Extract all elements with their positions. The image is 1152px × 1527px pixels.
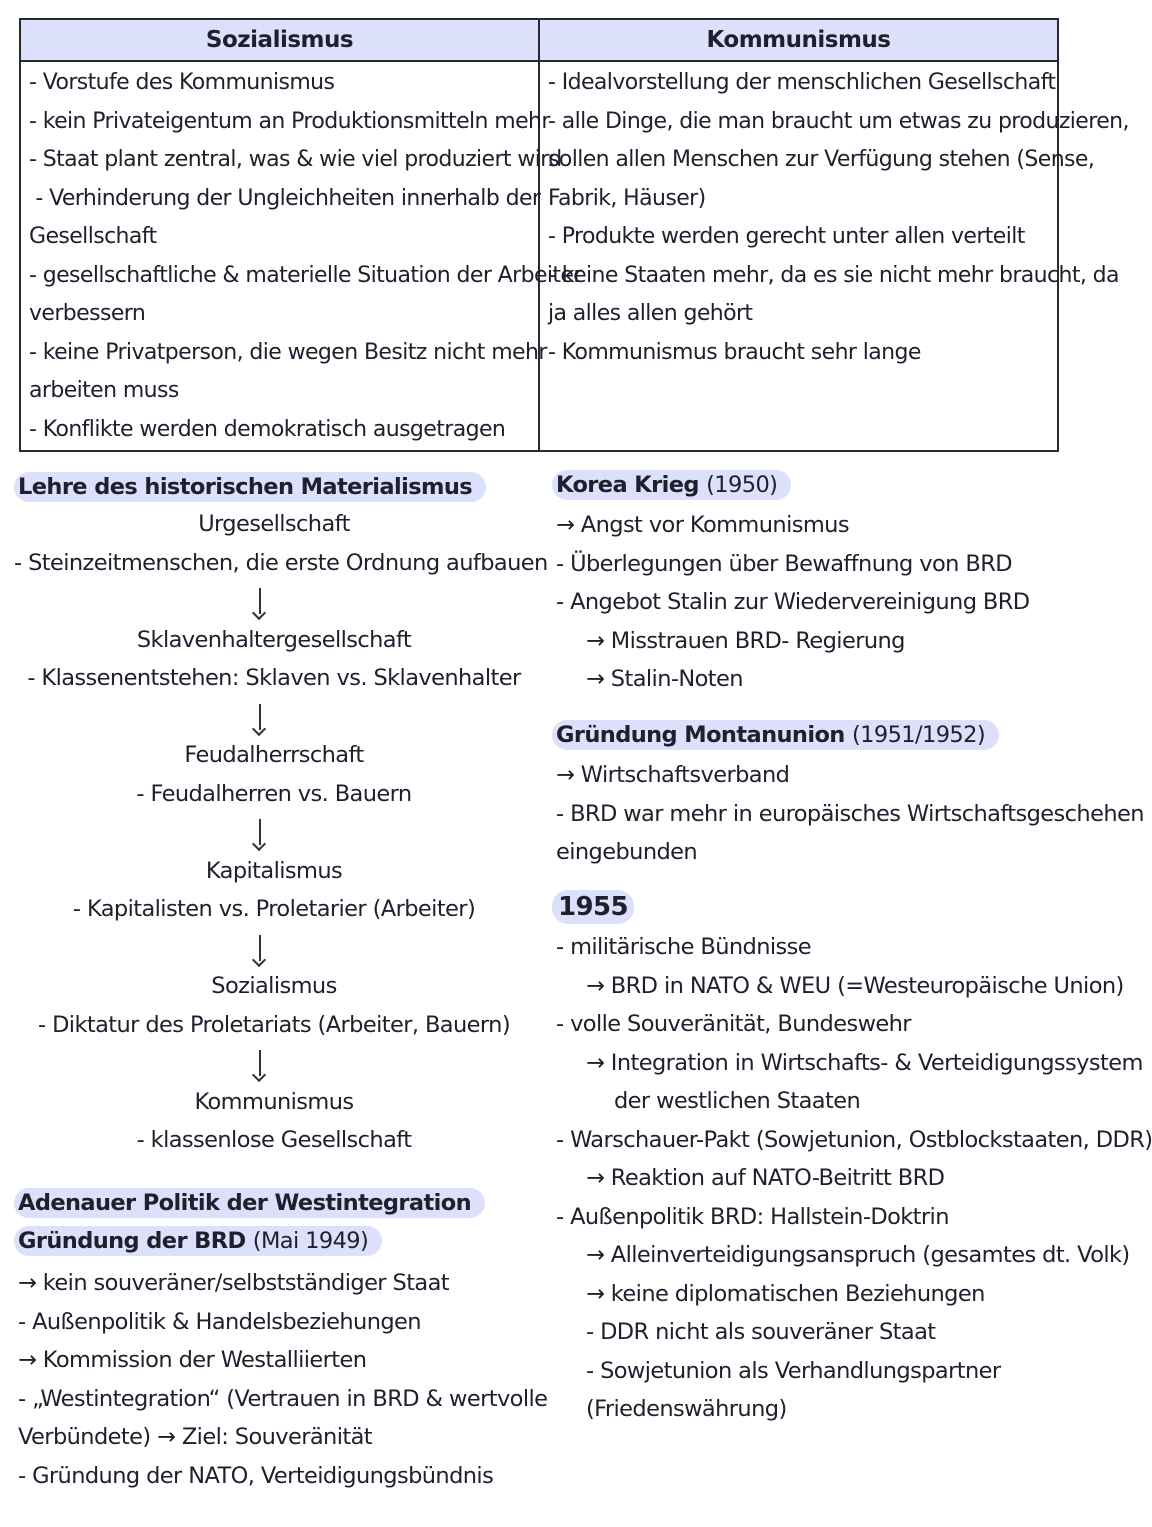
table-line: - Produkte werden gerecht unter allen verteilt [548, 224, 1025, 249]
korea-heading [552, 470, 791, 500]
y1955-section [552, 890, 1152, 1429]
note-line: → keine diplomatischen Beziehungen [586, 1280, 985, 1307]
materialismus-chain [14, 505, 548, 1160]
note-line: - militärische Bündnisse [556, 934, 812, 960]
montan-section [552, 720, 1144, 872]
brd-gruendung-year: (Mai 1949) [252, 1228, 369, 1254]
table-line: - keine Staaten mehr, da es sie nicht mehr braucht, da [548, 262, 1119, 288]
cell-kommunismus [539, 61, 1129, 451]
stage-name: Sklavenhaltergesellschaft [136, 626, 412, 653]
table-line: - Vorstufe des Kommunismus [29, 70, 335, 95]
table-line: - keine Privatperson, die wegen Besitz nicht mehr [29, 339, 547, 365]
note-line: → Reaktion auf NATO-Beitritt BRD [586, 1165, 945, 1191]
table-line: - kein Privateigentum an Produktionsmitteln mehr [29, 108, 550, 134]
note-line: - Außenpolitik & Handelsbeziehungen [18, 1308, 421, 1335]
note-line: Verbündete) → Ziel: Souveränität [18, 1424, 373, 1450]
stage-name: Kommunismus [194, 1088, 354, 1115]
adenauer-heading: Adenauer Politik der Westintegration [14, 1188, 485, 1218]
note-line: - Überlegungen über Bewaffnung von BRD [556, 550, 1012, 577]
table-line: Fabrik, Häuser) [548, 185, 706, 211]
arrow-down-icon [14, 929, 534, 968]
stage-name: Feudalherrschaft [184, 742, 364, 768]
note-line: (Friedenswährung) [586, 1396, 787, 1422]
note-line: → Misstrauen BRD- Regierung [586, 627, 905, 654]
korea-section [552, 470, 1030, 699]
korea-title: Korea Krieg [556, 472, 699, 498]
note-line: - Außenpolitik BRD: Hallstein-Doktrin [556, 1203, 949, 1230]
note-line: → Kommission der Westalliierten [18, 1347, 367, 1373]
materialismus-section [14, 472, 486, 502]
brd-gruendung-heading [14, 1226, 382, 1256]
stage-desc: - Kapitalisten vs. Proletarier (Arbeiter) [72, 896, 476, 922]
stage-name: Sozialismus [211, 973, 337, 999]
note-line: - DDR nicht als souveräner Staat [586, 1319, 936, 1345]
stage-desc: - Diktatur des Proletariats (Arbeiter, Bauern) [38, 1011, 510, 1038]
montan-year: (1951/1952) [851, 722, 986, 748]
comparison-table [19, 18, 1129, 452]
table-line: - Staat plant zentral, was & wie viel produziert wird [29, 147, 562, 172]
table-line: arbeiten muss [29, 378, 179, 403]
table-line: - alle Dinge, die man braucht um etwas zu produzieren, [548, 108, 1129, 134]
note-line: eingebunden [556, 839, 698, 865]
stage-name: Urgesellschaft [198, 511, 350, 537]
stage-name: Kapitalismus [205, 857, 343, 884]
note-line: → BRD in NATO & WEU (=Westeuropäische Union) [586, 972, 1124, 999]
note-line: → Alleinverteidigungsanspruch (gesamtes dt. Volk) [586, 1242, 1130, 1268]
arrow-down-icon [14, 1044, 534, 1083]
note-line: → Integration in Wirtschafts- & Verteidigungssystem [586, 1049, 1143, 1076]
table-line: verbessern [29, 301, 146, 326]
note-line: - Gründung der NATO, Verteidigungsbündnis [18, 1462, 494, 1489]
note-line: → Wirtschaftsverband [556, 762, 790, 788]
stage-desc: - klassenlose Gesellschaft [136, 1127, 412, 1153]
table-line: - Kommunismus braucht sehr lange [548, 339, 921, 365]
note-line: - „Westintegration“ (Vertrauen in BRD & wertvolle [18, 1385, 548, 1412]
table-line: Gesellschaft [29, 224, 157, 249]
arrow-down-icon [14, 582, 534, 621]
note-line: der westlichen Staaten [614, 1088, 861, 1114]
arrow-down-icon [14, 698, 534, 737]
y1955-heading: 1955 [552, 890, 634, 924]
note-line: - Warschauer-Pakt (Sowjetunion, Ostblockstaaten, DDR) [556, 1126, 1152, 1153]
note-line: - Sowjetunion als Verhandlungspartner [586, 1357, 1001, 1384]
table-line: - gesellschaftliche & materielle Situation der Arbeiter [29, 262, 582, 288]
table-line: sollen allen Menschen zur Verfügung stehen (Sense, [548, 147, 1095, 172]
adenauer-section [14, 1188, 547, 1495]
note-line: → Stalin-Noten [586, 666, 743, 692]
montan-heading [552, 720, 999, 750]
materialismus-heading: Lehre des historischen Materialismus [14, 472, 486, 502]
stage-desc: - Steinzeitmenschen, die erste Ordnung aufbauen [14, 549, 548, 576]
stage-desc: - Klassenentstehen: Sklaven vs. Sklavenhalter [27, 665, 521, 691]
header-sozialismus: Sozialismus [20, 19, 539, 61]
note-line: → Angst vor Kommunismus [556, 512, 849, 538]
table-line: - Verhinderung der Ungleichheiten innerhalb der [29, 185, 541, 211]
stage-desc: - Feudalherren vs. Bauern [136, 780, 412, 807]
note-line: - BRD war mehr in europäisches Wirtschaftsgeschehen [556, 800, 1144, 827]
arrow-down-icon [14, 813, 534, 852]
note-line: → kein souveräner/selbstständiger Staat [18, 1270, 450, 1296]
cell-sozialismus [20, 61, 582, 451]
brd-gruendung-title: Gründung der BRD [18, 1228, 246, 1254]
montan-title: Gründung Montanunion [556, 722, 845, 748]
note-line: - volle Souveränität, Bundeswehr [556, 1011, 911, 1037]
header-kommunismus: Kommunismus [539, 19, 1058, 61]
table-line: ja alles allen gehört [548, 301, 753, 326]
table-body-row [20, 61, 1058, 451]
note-line: - Angebot Stalin zur Wiedervereinigung BRD [556, 589, 1030, 615]
korea-year: (1950) [706, 472, 778, 498]
table-header-row [20, 19, 1058, 61]
table-line: - Konflikte werden demokratisch ausgetragen [29, 416, 506, 442]
table-line: - Idealvorstellung der menschlichen Gesellschaft [548, 70, 1056, 95]
